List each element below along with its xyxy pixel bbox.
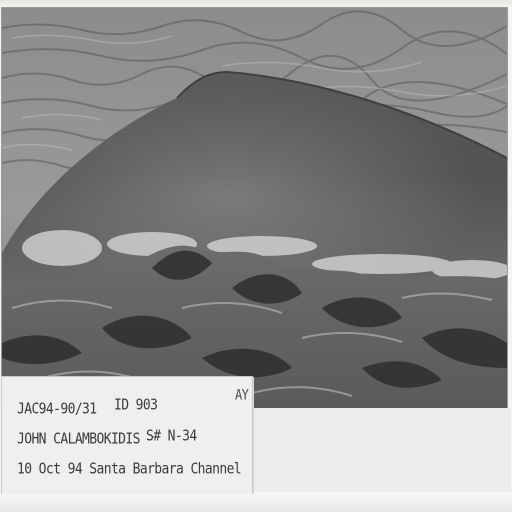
scan-bottom-edge [0, 494, 512, 512]
photo-label [1, 376, 253, 496]
catalog-id: JAC94-90/31 [17, 401, 97, 419]
id-number: ID 903 [114, 397, 158, 415]
scan-border [0, 0, 512, 8]
sighting-number: S# N-34 [146, 428, 197, 446]
whale-photograph [2, 8, 507, 408]
mount-blank-area [252, 408, 511, 492]
whale-photo-image [2, 8, 507, 408]
corner-mark: AY [235, 387, 249, 404]
photographer-name: JOHN CALAMBOKIDIS [17, 431, 140, 449]
date-location: 10 Oct 94 Santa Barbara Channel [17, 461, 242, 479]
